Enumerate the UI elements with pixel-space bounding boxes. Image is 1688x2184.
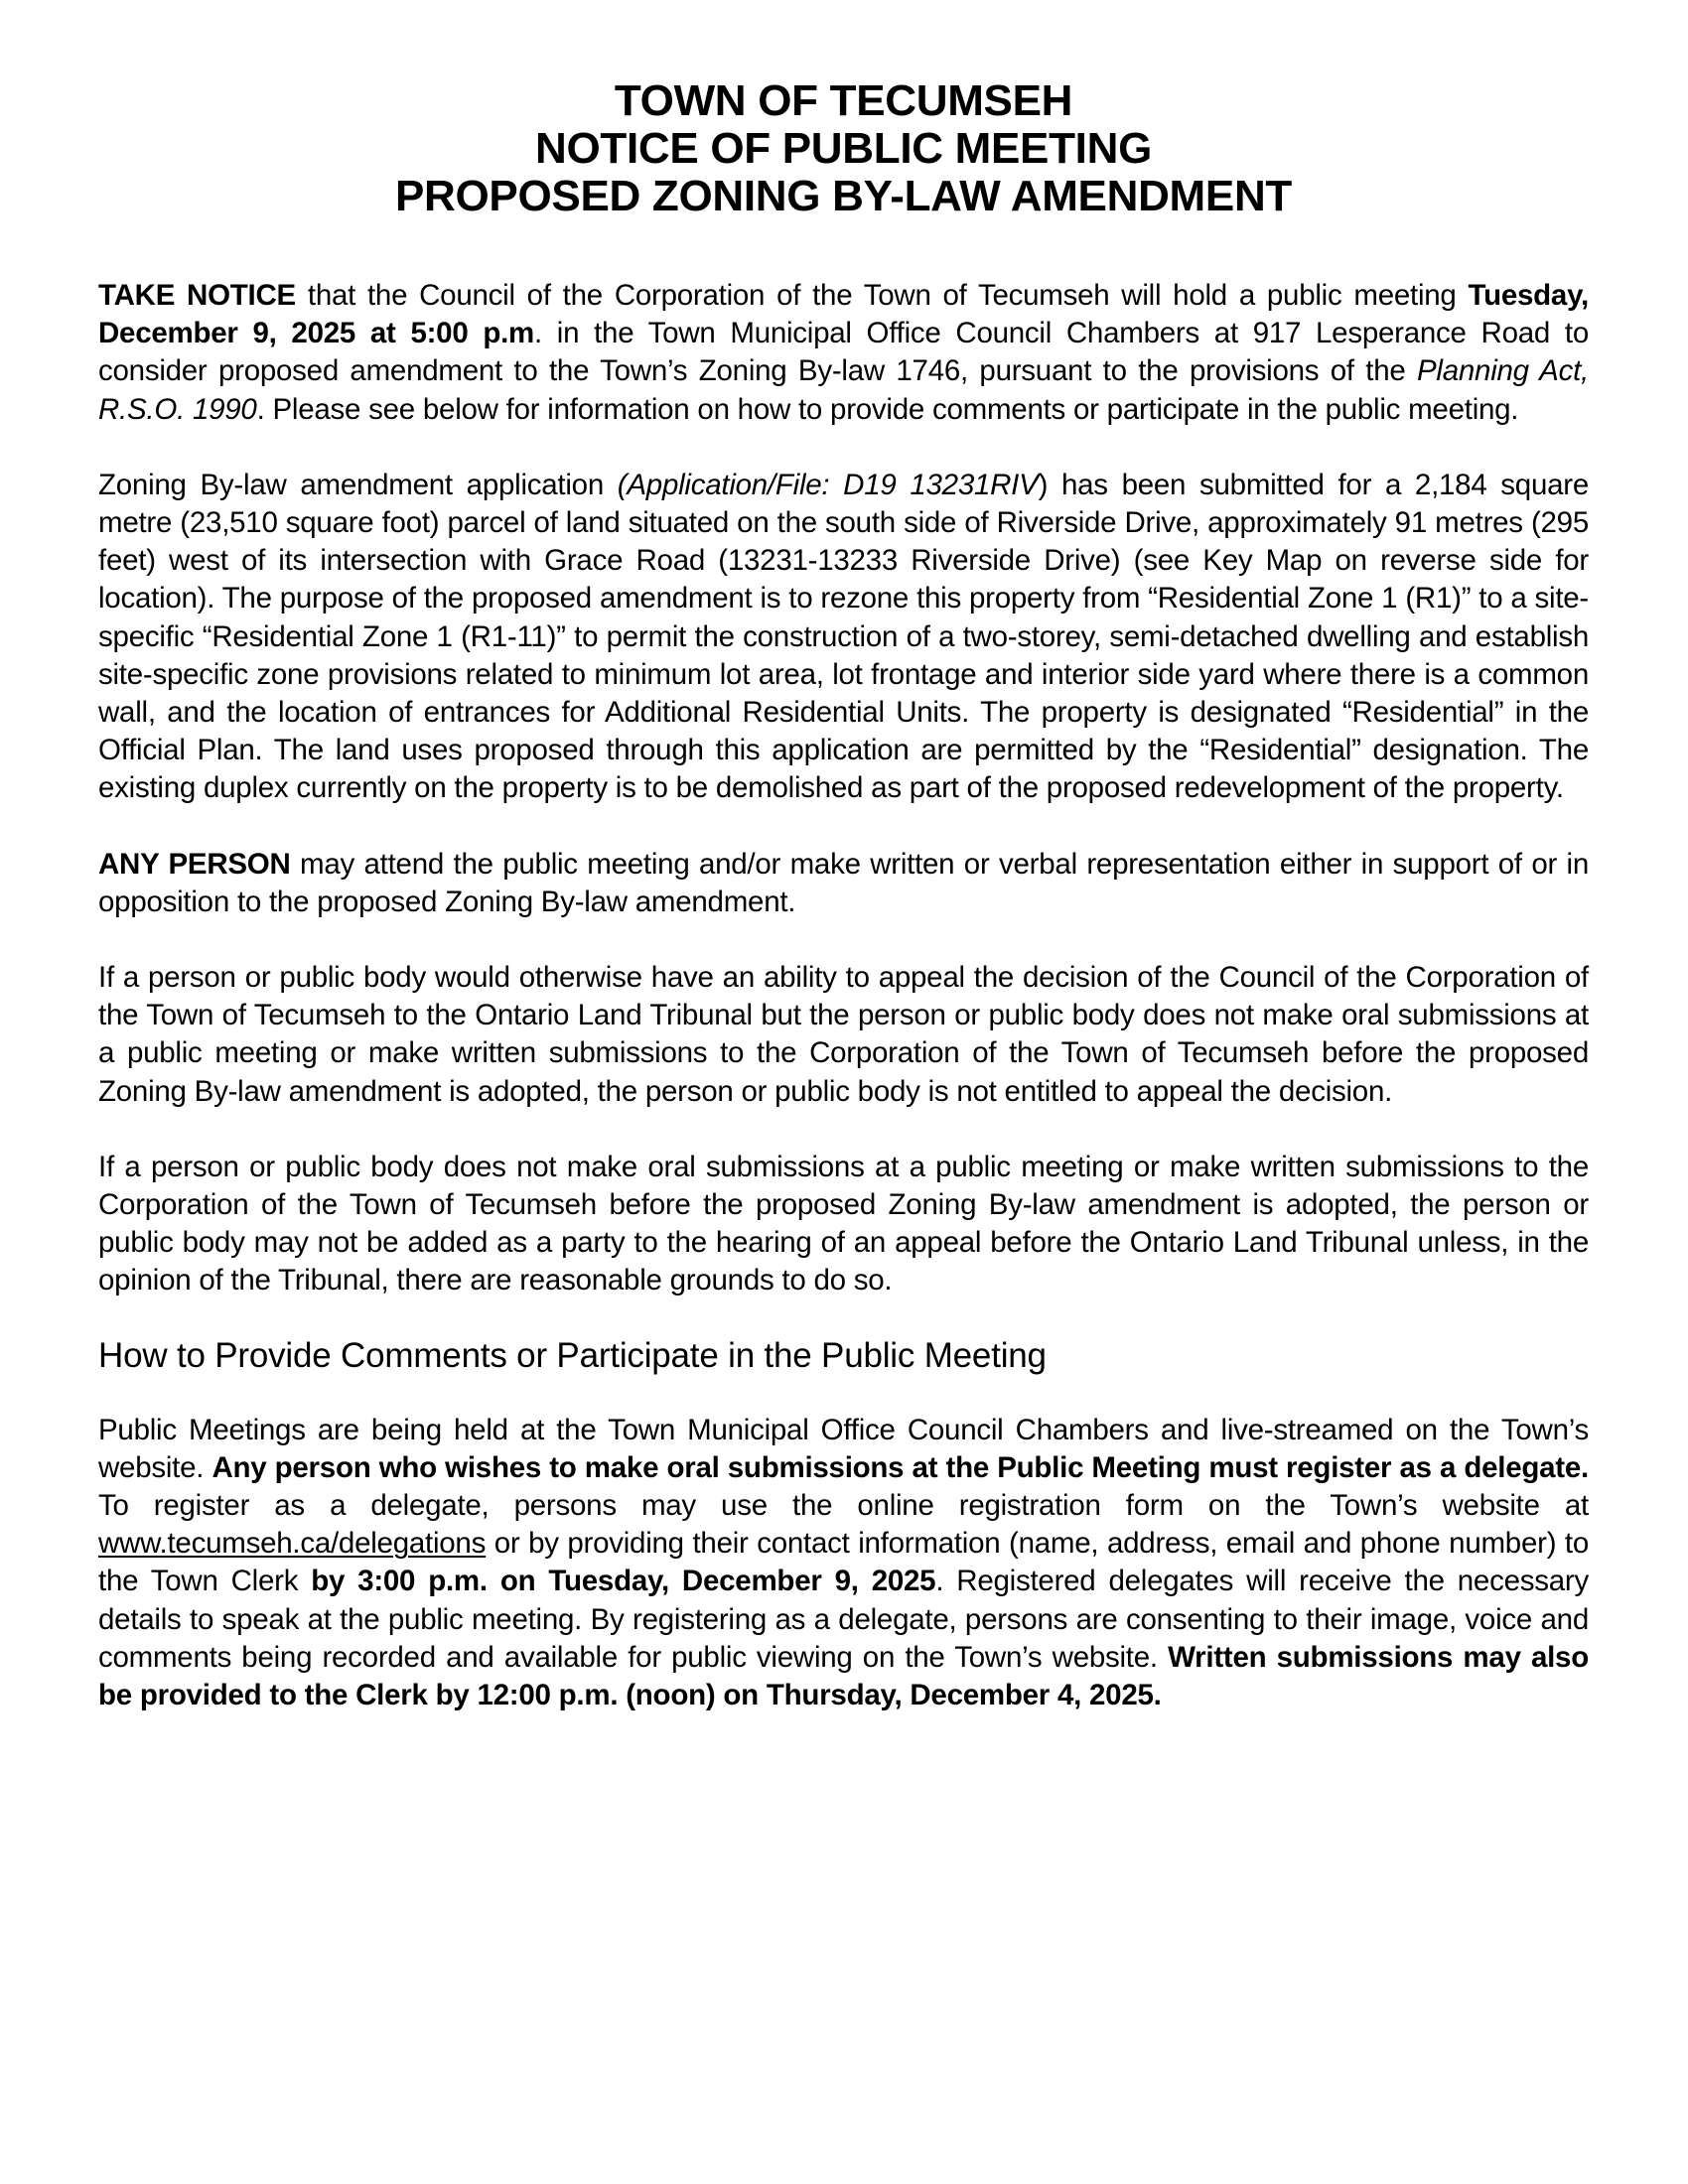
application-text-2: ) has been submitted for a 2,184 square metre (23,510 square foot) parcel of land situated on the south side of Riverside Drive, approximately 91 metres (295 feet) west of its intersection with Grace Road (13231-13233 Riverside Drive) (see Key Map on reverse side for location). The purpose of the proposed amendment is to rezone this property from “Residential Zone 1 (R1)” to a site-specific “Residential Zone 1 (R1-11)” to permit the construction of a two-storey, semi-detached dwelling and establish site-specific zone provisions related to minimum lot area, lot frontage and interior side yard where there is a common wall, and the location of entrances for Additional Residential Units. The property is designated “Residential” in the Official Plan. The land uses proposed through this application are permitted by the “Residential” designation. The existing duplex currently on the property is to be demolished as part of the proposed redevelopment of the property. (98, 468, 1589, 805)
take-notice-text-2: . in the Town Municipal Office Council Chambers at 917 Lesperance Road to consider proposed amendment to the Town’s Zoning By-law 1746, pursuant to the provisions of the (98, 317, 1589, 388)
participation-paragraph (98, 1412, 1589, 1715)
notice-page (98, 77, 1589, 1714)
title-line-town: TOWN OF TECUMSEH (614, 76, 1073, 125)
any-person-paragraph (98, 846, 1589, 921)
meeting-date: Tuesday, December 9, 2025 at 5:00 p.m (98, 279, 1589, 350)
participation-text-3: or by providing their contact information (name, address, email and phone number) to the Town Clerk (98, 1527, 1589, 1598)
delegations-link[interactable]: www.tecumseh.ca/delegations (98, 1527, 487, 1561)
any-person-lead: ANY PERSON (98, 847, 291, 881)
written-submission-deadline: Written submissions may also be provided to the Clerk by 12:00 p.m. (noon) on Thursday, December 4, 2025. (98, 1640, 1589, 1712)
appeal-rights-text: If a person or public body would otherwise have an ability to appeal the decision of the Council of the Corporation of the Town of Tecumseh to the Ontario Land Tribunal but the person or public body does not make oral submissions at a public meeting or make written submissions to the Corporation of the Town of Tecumseh before the proposed Zoning By-law amendment is adopted, the person or public body is not entitled to appeal the decision. (98, 961, 1589, 1108)
application-file-number: (Application/File: D19 13231RIV (617, 468, 1039, 501)
registration-deadline: by 3:00 p.m. on Tuesday, December 9, 2025 (311, 1565, 936, 1598)
any-person-text: may attend the public meeting and/or make written or verbal representation either in support of or in opposition to the proposed Zoning By-law amendment. (98, 847, 1589, 918)
participation-text-4: . Registered delegates will receive the necessary details to speak at the public meeting. By registering as a delegate, persons are consenting to their image, voice and comments being recorded and available for public viewing on the Town’s website. (98, 1565, 1589, 1674)
planning-act-reference: Planning Act, R.S.O. 1990 (98, 354, 1589, 426)
title-line-notice: NOTICE OF PUBLIC MEETING (534, 124, 1153, 173)
party-status-paragraph (98, 1149, 1589, 1300)
delegate-requirement: Any person who wishes to make oral submissions at the Public Meeting must register as a delegate. (211, 1450, 1589, 1484)
title-line-amendment: PROPOSED ZONING BY-LAW AMENDMENT (394, 172, 1292, 220)
application-text-1: Zoning By-law amendment application (98, 468, 618, 501)
participation-text-1: Public Meetings are being held at the Town Municipal Office Council Chambers and live-streamed on the Town’s website. (98, 1413, 1589, 1484)
take-notice-lead: TAKE NOTICE (98, 279, 296, 312)
take-notice-text-1: that the Council of the Corporation of the Town of Tecumseh will hold a public meeting (295, 279, 1469, 312)
document-title (98, 77, 1589, 220)
participation-text-2: To register as a delegate, persons may use the online registration form on the Town’s website at (98, 1489, 1589, 1523)
participation-heading: How to Provide Comments or Participate in the Public Meeting (98, 1335, 1047, 1375)
take-notice-text-3: . Please see below for information on how to provide comments or participate in the public meeting. (256, 392, 1519, 426)
party-status-text: If a person or public body does not make oral submissions at a public meeting or make written submissions to the Corporation of the Town of Tecumseh before the proposed Zoning By-law amendment is adopted, the person or public body may not be added as a party to the hearing of an appeal before the Ontario Land Tribunal unless, in the opinion of the Tribunal, there are reasonable grounds to do so. (98, 1150, 1589, 1297)
application-description-paragraph (98, 467, 1589, 808)
take-notice-paragraph (98, 277, 1589, 429)
appeal-rights-paragraph (98, 959, 1589, 1111)
